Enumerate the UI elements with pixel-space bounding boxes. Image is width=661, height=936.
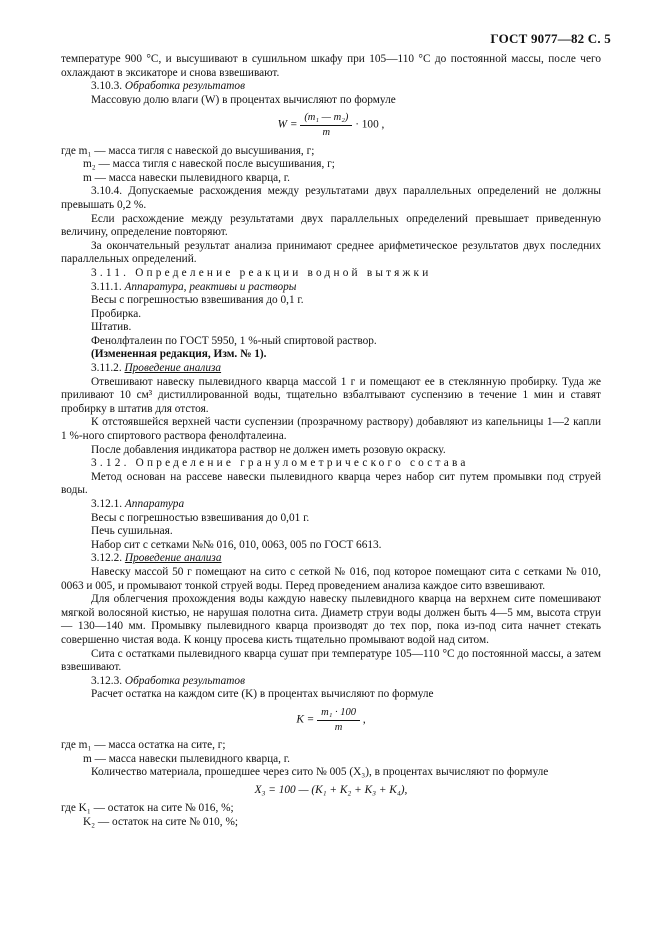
definition-item: m — масса навески пылевидного кварца, г. xyxy=(83,752,290,765)
paragraph: За окончательный результат анализа принимают среднее арифметическое результатов двух последних параллельных определений. xyxy=(61,239,601,266)
section-number: 3.12.2. xyxy=(91,552,123,565)
page-header: ГОСТ 9077—82 С. 5 xyxy=(490,31,611,46)
formula-passed: X₃ = 100 — (K₁ + K₂ + K₃ + K₄), xyxy=(254,783,408,796)
document-body xyxy=(61,53,601,830)
definition-item: m — масса навески пылевидного кварца, г. xyxy=(83,171,290,184)
section-number: 3.10.3. xyxy=(91,80,123,93)
section-number: 3.11.2. xyxy=(91,362,122,375)
section-title: Обработка результатов xyxy=(124,80,245,93)
section-heading-3-11-1 xyxy=(61,281,601,295)
section-number: 3.12.3. xyxy=(91,674,123,687)
list-item: Весы с погрешностью взвешивания до 0,1 г. xyxy=(91,294,304,307)
paragraph: температуре 900 °С, и высушивают в сушильном шкафу при 105—110 °С до постоянной массы, после чего охлаждают в эксикаторе и снова взвешивают. xyxy=(61,53,601,79)
paragraph: Сита с остатками пылевидного кварца сушат при температуре 105—110 °С до постоянной массы, а затем взвешивают. xyxy=(61,647,601,674)
formula-lhs: K = xyxy=(296,713,315,726)
edit-note: (Измененная редакция, Изм. № 1). xyxy=(91,348,267,361)
definitions-list xyxy=(61,145,601,186)
section-heading-3-12-1 xyxy=(61,498,601,512)
section-number: 3.11.1. xyxy=(91,280,122,293)
paragraph: Количество материала, прошедшее через сито № 005 (X₃), в процентах вычисляют по формуле xyxy=(91,766,549,779)
paragraph: Отвешивают навеску пылевидного кварца массой 1 г и помещают ее в стеклянную пробирку. Туда же приливают 10 см³ дистиллированной воды, тщательно взбалтывают суспензию в течение 1 мин и ставят пробирку в штатив для отстоя. xyxy=(61,375,601,415)
paragraph: Массовую долю влаги (W) в процентах вычисляют по формуле xyxy=(91,93,396,106)
definitions-list xyxy=(61,802,601,829)
section-heading-3-12-2 xyxy=(61,552,601,566)
list-item: Печь сушильная. xyxy=(91,525,173,538)
paragraph: К отстоявшейся верхней части суспензии (прозрачному раствору) добавляют из капельницы 1—2 капли 1 %-ного спиртового раствора фенолфталеина. xyxy=(61,416,601,443)
formula-tail: , xyxy=(362,713,366,726)
section-title: Проведение анализа xyxy=(124,552,222,565)
definition-item: где K₁ — остаток на сите № 016, %; xyxy=(61,802,234,815)
section-title: Проведение анализа xyxy=(124,362,222,375)
formula-numerator: m₁ · 100 xyxy=(317,706,360,721)
formula-moisture xyxy=(61,111,601,139)
paragraph: 3.10.4. Допускаемые расхождения между результатами двух параллельных определений не должны превышать 0,2 %. xyxy=(61,185,601,211)
list-item: Набор сит с сетками №№ 016, 010, 0063, 005 по ГОСТ 6613. xyxy=(91,538,382,551)
definition-item: K₂ — остаток на сите № 010, %; xyxy=(83,816,238,829)
paragraph: Для облегчения прохождения воды каждую навеску пылевидного кварца на верхнем сите помешивают мягкой волосяной кистью, не нарушая полотна сита. Диаметр струи воды должен быть 4—5 мм, высота струи — 130—140 мм. Промывку пылевидного кварца производят до тех пор, пока из-под сита начнет стекать совершенно чистая вода. К концу просева кисть тщательно промывают водой над ситом. xyxy=(61,593,601,646)
definition-item: где m₁ — масса тигля с навеской до высушивания, г; xyxy=(61,144,315,157)
formula-lhs: W = xyxy=(277,119,298,132)
formula-residue xyxy=(61,706,601,734)
list-item: Пробирка. xyxy=(91,307,142,320)
paragraph: После добавления индикатора раствор не должен иметь розовую окраску. xyxy=(91,443,446,456)
formula-denominator: m xyxy=(334,721,343,733)
section-heading-3-12-3 xyxy=(61,675,601,689)
paragraph: Расчет остатка на каждом сите (K) в процентах вычисляют по формуле xyxy=(91,688,434,701)
formula-denominator: m xyxy=(322,126,331,138)
section-number: 3.12.1. xyxy=(91,498,123,510)
section-heading-3-10-3 xyxy=(61,80,601,94)
section-title: Аппаратура, реактивы и растворы xyxy=(124,280,297,293)
list-item: Штатив. xyxy=(91,321,132,334)
section-heading-3-11: 3.11. Определение реакции водной вытяжки xyxy=(91,266,432,279)
section-heading-3-12: 3.12. Определение гранулометрического состава xyxy=(91,457,469,470)
section-title: Обработка результатов xyxy=(124,674,245,687)
definition-item: m₂ — масса тигля с навеской после высушивания, г; xyxy=(83,158,335,171)
paragraph: Если расхождение между результатами двух параллельных определений превышает приведенную величину, определение повторяют. xyxy=(61,212,601,239)
formula-tail: · 100 , xyxy=(355,119,385,132)
section-heading-3-11-2 xyxy=(61,362,601,376)
definition-item: где m₁ — масса остатка на сите, г; xyxy=(61,739,226,752)
paragraph: Навеску массой 50 г помещают на сито с сеткой № 016, под которое помещают сита с сетками № 010, 0063 и 005, и промывают тонкой струей воды. Перед проведением анализа каждое сито взвешивают. xyxy=(61,565,601,592)
formula-fraction xyxy=(300,111,352,139)
section-title: Аппаратура xyxy=(124,498,185,510)
formula-numerator: (m₁ — m₂) xyxy=(300,111,352,126)
list-item: Фенолфталеин по ГОСТ 5950, 1 %-ный спиртовой раствор. xyxy=(91,334,377,347)
definitions-list xyxy=(61,739,601,766)
formula-fraction xyxy=(317,706,360,734)
list-item: Весы с погрешностью взвешивания до 0,01 г. xyxy=(91,511,310,524)
paragraph: Метод основан на рассеве навески пылевидного кварца через набор сит путем промывки под струей воды. xyxy=(61,470,601,497)
